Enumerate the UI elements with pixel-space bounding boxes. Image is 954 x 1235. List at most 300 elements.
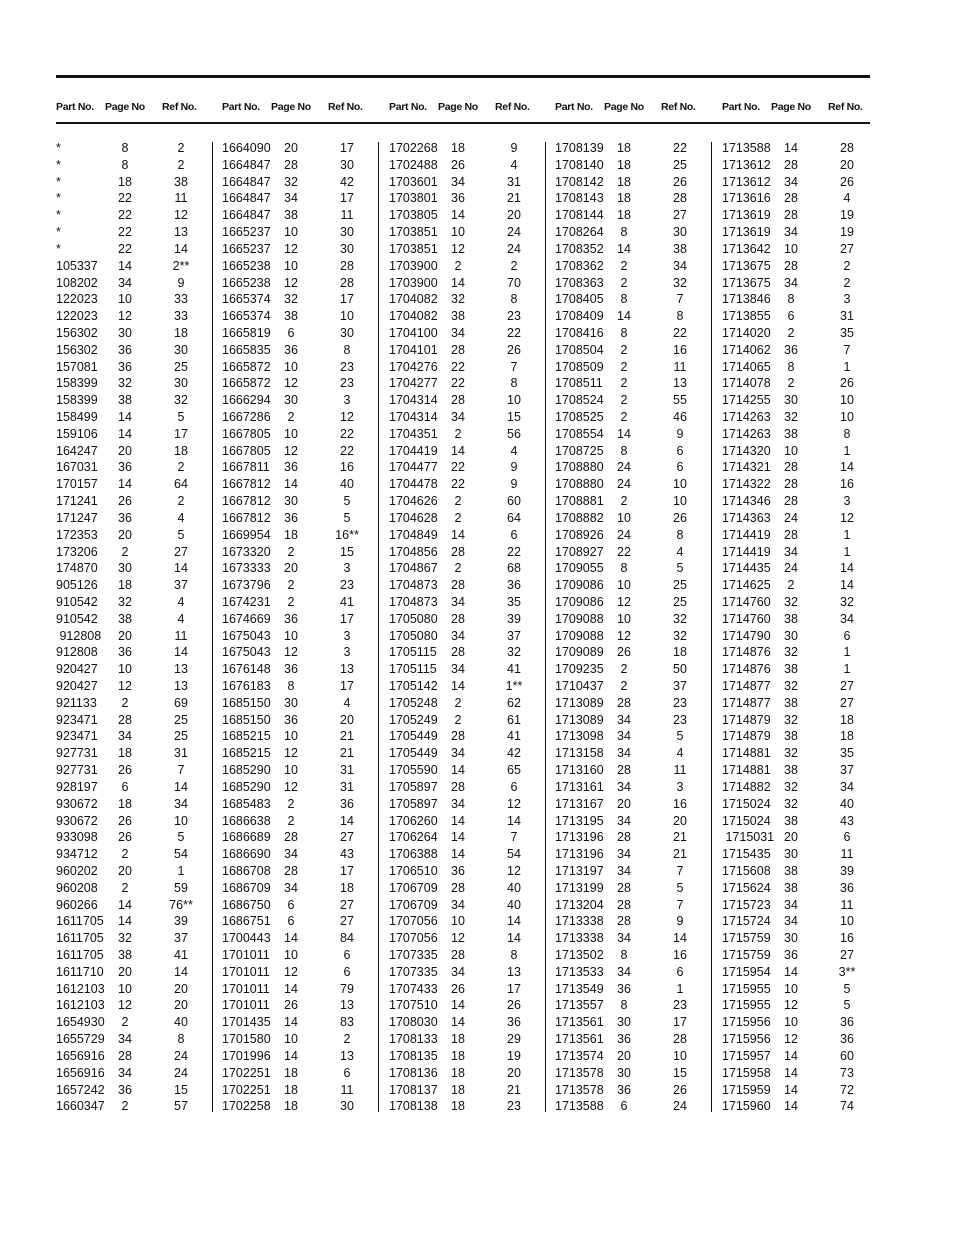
page-number: 34: [617, 863, 631, 878]
page-number: 20: [784, 830, 798, 845]
part-number: 1707056: [389, 931, 438, 946]
ref-number: 36: [340, 796, 354, 811]
part-number: 1708511: [555, 376, 603, 391]
index-row: [555, 1031, 715, 1048]
page-number: 28: [451, 948, 465, 962]
page-number: 12: [451, 931, 465, 946]
ref-number: 14: [174, 241, 188, 256]
page-number: 34: [451, 662, 465, 677]
ref-number: 13: [340, 998, 354, 1013]
page-number: 24: [617, 460, 631, 475]
part-number: 1713549: [555, 981, 604, 996]
ref-number: 24: [673, 1099, 687, 1114]
ref-number: 16: [840, 477, 854, 492]
ref-number: 30: [340, 157, 354, 172]
ref-number: 8: [510, 948, 518, 962]
index-row: [722, 964, 882, 981]
index-row: [555, 426, 715, 443]
part-number: 1714320: [722, 443, 771, 458]
ref-number: 33: [174, 309, 188, 324]
index-row: [222, 1065, 382, 1082]
index-row: [56, 577, 216, 594]
page-number: 28: [118, 712, 132, 727]
ref-number: 2: [177, 157, 185, 172]
page-number: 38: [784, 729, 798, 744]
ref-number: 8: [676, 527, 684, 542]
part-number: 1704314: [389, 410, 438, 424]
part-number: 1665819: [222, 325, 271, 340]
part-number: 910542: [56, 594, 98, 609]
ref-number: 2: [177, 460, 185, 475]
index-row: [56, 1031, 216, 1048]
page-number: 2: [287, 578, 295, 593]
page-number: 30: [118, 561, 132, 576]
part-number: 1701996: [222, 1048, 271, 1063]
page-number: 18: [118, 578, 132, 593]
page-number: 14: [284, 1015, 298, 1030]
page-number: 10: [284, 628, 298, 643]
page-number: 2: [454, 510, 462, 525]
part-number: 1708525: [555, 410, 604, 424]
part-number: 1664847: [222, 174, 271, 189]
page-number: 12: [284, 275, 298, 290]
page-number: 2: [121, 847, 129, 862]
page-number: 10: [451, 914, 465, 929]
part-number: 1674669: [222, 611, 271, 626]
index-row: [722, 863, 882, 880]
part-number: 1703801: [389, 191, 438, 206]
index-row: [555, 275, 715, 292]
page-number: 20: [617, 1048, 631, 1063]
index-row: [555, 174, 715, 191]
ref-number: 9: [676, 426, 684, 441]
part-number: 1655729: [56, 1032, 105, 1047]
index-row: [222, 981, 382, 998]
part-number: 1703851: [389, 241, 438, 256]
index-row: [389, 913, 549, 930]
page-number: 28: [617, 914, 631, 929]
page-number: 34: [784, 914, 798, 929]
header-part-no: Part No.: [222, 101, 260, 113]
index-row: [56, 544, 216, 561]
index-row: [222, 1098, 382, 1115]
index-row: [222, 964, 382, 981]
index-row: [56, 863, 216, 880]
ref-number: 28: [840, 141, 854, 155]
ref-number: 14: [840, 578, 854, 593]
page-number: 34: [118, 275, 132, 290]
part-number: 1665238: [222, 275, 271, 290]
ref-number: 2: [343, 1032, 351, 1047]
index-row: [222, 728, 382, 745]
index-row: [722, 443, 882, 460]
ref-number: 35: [507, 594, 521, 609]
index-row: [722, 846, 882, 863]
page-number: 38: [784, 763, 798, 778]
page-number: 14: [784, 1082, 798, 1097]
ref-number: 19: [507, 1048, 521, 1063]
page-number: 2: [620, 494, 628, 509]
index-row: [722, 275, 882, 292]
part-number: 1714419: [722, 527, 771, 542]
ref-number: 23: [340, 578, 354, 593]
ref-number: 83: [340, 1015, 354, 1030]
index-row: [389, 897, 549, 914]
page-number: 10: [617, 578, 631, 593]
index-row: [222, 224, 382, 241]
part-number: 122023: [56, 292, 98, 307]
ref-number: 39: [174, 914, 188, 929]
index-row: [555, 712, 715, 729]
part-number: 1708137: [389, 1082, 438, 1097]
ref-number: 14: [340, 813, 354, 828]
ref-number: 43: [340, 847, 354, 862]
page-number: 10: [451, 225, 465, 240]
ref-number: 13: [340, 1048, 354, 1063]
part-number: 1715957: [722, 1048, 771, 1063]
part-number: 1685290: [222, 763, 271, 778]
index-row: [389, 190, 549, 207]
part-number: 158399: [56, 393, 98, 408]
index-row: [222, 157, 382, 174]
part-number: 1708725: [555, 443, 604, 458]
part-number: 1704314: [389, 393, 438, 408]
ref-number: 7: [510, 359, 518, 374]
ref-number: 27: [840, 695, 854, 710]
page-number: 10: [284, 258, 298, 273]
page-number: 28: [617, 763, 631, 778]
index-row: [389, 359, 549, 376]
index-row: [222, 258, 382, 275]
index-row: [555, 190, 715, 207]
page-number: 6: [287, 914, 295, 929]
part-number: 1709086: [555, 578, 604, 593]
ref-number: 43: [840, 813, 854, 828]
ref-number: 15: [340, 544, 354, 559]
ref-number: 64: [507, 510, 521, 525]
index-row: [722, 762, 882, 779]
part-number: 1714760: [722, 594, 771, 609]
part-number: 1701011: [222, 948, 270, 962]
part-number: 1715724: [722, 914, 771, 929]
ref-number: 2: [177, 494, 185, 509]
index-row: [222, 846, 382, 863]
index-row: [389, 628, 549, 645]
page-number: 2: [287, 796, 295, 811]
page-number: 6: [121, 779, 129, 794]
page-number: 38: [784, 863, 798, 878]
ref-number: 23: [507, 309, 521, 324]
index-row: [722, 476, 882, 493]
ref-number: 9: [510, 477, 518, 492]
part-number: 1713196: [555, 847, 604, 862]
page-number: 26: [118, 830, 132, 845]
page-number: 30: [784, 628, 798, 643]
index-row: [389, 1098, 549, 1115]
page-number: 14: [784, 964, 798, 979]
ref-number: 7: [676, 897, 684, 912]
part-number: 1708524: [555, 393, 604, 408]
part-number: *: [56, 141, 61, 155]
index-row: [56, 913, 216, 930]
part-number: 164247: [56, 443, 98, 458]
ref-number: 14: [507, 931, 521, 946]
ref-number: 55: [673, 393, 687, 408]
ref-number: 27: [840, 241, 854, 256]
part-number: 1715624: [722, 880, 771, 895]
part-number: 1707510: [389, 998, 438, 1013]
part-number: 1713338: [555, 931, 604, 946]
ref-number: 34: [174, 796, 188, 811]
ref-number: 5: [343, 494, 351, 509]
page-number: 30: [284, 393, 298, 408]
index-row: [722, 325, 882, 342]
index-row: [222, 1031, 382, 1048]
page-number: 18: [451, 1099, 465, 1114]
page-number: 28: [451, 611, 465, 626]
part-number: 1686751: [222, 914, 271, 929]
part-number: 1686690: [222, 847, 271, 862]
page-number: 10: [284, 1032, 298, 1047]
page-number: 28: [451, 645, 465, 660]
part-number: 1706388: [389, 847, 438, 862]
index-row: [389, 426, 549, 443]
part-number: 1708030: [389, 1015, 438, 1030]
index-row: [722, 493, 882, 510]
part-number: 1713612: [722, 157, 771, 172]
header-rule: [56, 122, 870, 124]
part-number: 1685150: [222, 695, 271, 710]
part-number: 1704100: [389, 325, 438, 340]
page-number: 8: [620, 325, 628, 340]
index-row: [389, 140, 549, 157]
index-row: [555, 527, 715, 544]
index-row: [389, 174, 549, 191]
ref-number: 5: [843, 998, 851, 1013]
index-row: [555, 997, 715, 1014]
part-number: 1713161: [555, 779, 604, 794]
index-row: [555, 611, 715, 628]
ref-number: 23: [673, 712, 687, 727]
page-number: 38: [451, 309, 465, 324]
ref-number: 64: [174, 477, 188, 492]
page-number: 32: [784, 779, 798, 794]
page-number: 28: [784, 477, 798, 492]
page-number: 28: [118, 1048, 132, 1063]
page-number: 32: [784, 679, 798, 693]
page-number: 28: [784, 494, 798, 509]
header-ref-no: Ref No.: [828, 101, 863, 113]
index-row: [222, 661, 382, 678]
index-row: [56, 190, 216, 207]
page-number: 2: [620, 359, 628, 374]
ref-number: 3: [343, 628, 351, 643]
page-number: 8: [620, 443, 628, 458]
part-number: 1704849: [389, 527, 438, 542]
ref-number: 14: [507, 813, 521, 828]
ref-number: 5: [343, 510, 351, 525]
part-number: 1685215: [222, 729, 271, 744]
index-row: [555, 728, 715, 745]
index-row: [722, 577, 882, 594]
ref-number: 74: [840, 1099, 854, 1114]
index-row: [722, 241, 882, 258]
part-number: 1665872: [222, 359, 271, 374]
ref-number: 54: [507, 847, 521, 862]
page-number: 18: [451, 141, 465, 155]
ref-number: 16**: [335, 527, 359, 542]
index-row: [222, 745, 382, 762]
ref-number: 12: [507, 796, 521, 811]
page-number: 14: [118, 426, 132, 441]
page-number: 18: [118, 746, 132, 761]
ref-number: 25: [174, 729, 188, 744]
header-part-no: Part No.: [56, 101, 94, 113]
page-number: 38: [784, 813, 798, 828]
page-number: 2: [620, 393, 628, 408]
ref-number: 27: [840, 948, 854, 962]
page-number: 38: [284, 309, 298, 324]
ref-number: 24: [507, 241, 521, 256]
part-number: 1708143: [555, 191, 604, 206]
ref-number: 6: [676, 460, 684, 475]
ref-number: 3: [343, 645, 351, 660]
ref-number: 4: [177, 594, 185, 609]
ref-number: 24: [174, 1048, 188, 1063]
ref-number: 20: [507, 208, 521, 223]
ref-number: 14: [840, 561, 854, 576]
ref-number: 12: [507, 863, 521, 878]
ref-number: 50: [673, 662, 687, 677]
ref-number: 21: [340, 746, 354, 761]
ref-number: 7: [843, 342, 851, 357]
index-row: [56, 611, 216, 628]
page-number: 32: [118, 931, 132, 946]
index-row: [222, 308, 382, 325]
index-row: [56, 476, 216, 493]
ref-number: 4: [177, 611, 185, 626]
index-row: [389, 577, 549, 594]
ref-number: 23: [673, 695, 687, 710]
ref-number: 21: [507, 1082, 521, 1097]
index-row: [56, 459, 216, 476]
page-number: 2: [620, 662, 628, 677]
index-row: [389, 275, 549, 292]
column-divider: [711, 142, 712, 1112]
part-number: 1714881: [722, 763, 771, 778]
index-row: [389, 846, 549, 863]
index-row: [722, 392, 882, 409]
index-row: [555, 1098, 715, 1115]
column-divider: [545, 142, 546, 1112]
ref-number: 3: [343, 393, 351, 408]
part-number: 174870: [56, 561, 98, 576]
page-number: 10: [284, 948, 298, 962]
ref-number: 18: [174, 443, 188, 458]
part-number: 1713167: [555, 796, 604, 811]
page-number: 32: [284, 292, 298, 307]
part-number: 1713561: [555, 1015, 604, 1030]
ref-number: 73: [840, 1065, 854, 1080]
part-number: 1713195: [555, 813, 604, 828]
page-number: 36: [617, 981, 631, 996]
page-number: 36: [284, 510, 298, 525]
part-number: 1703851: [389, 225, 438, 240]
part-number: 1715024: [722, 796, 771, 811]
part-number: 1713619: [722, 208, 771, 223]
page-number: 28: [784, 460, 798, 475]
ref-number: 20: [673, 813, 687, 828]
ref-number: 16: [673, 796, 687, 811]
index-row: [722, 409, 882, 426]
part-number: 1675043: [222, 645, 271, 660]
index-row: [389, 997, 549, 1014]
part-number: 1708264: [555, 225, 604, 240]
top-rule: [56, 75, 870, 78]
ref-number: 31: [174, 746, 188, 761]
part-number: 1715959: [722, 1082, 771, 1097]
index-row: [222, 544, 382, 561]
page-number: 36: [284, 342, 298, 357]
page-number: 38: [784, 611, 798, 626]
part-number: 1708362: [555, 258, 604, 273]
ref-number: 15: [673, 1065, 687, 1080]
ref-number: 39: [507, 611, 521, 626]
part-number: 920427: [56, 679, 98, 693]
header-page-no: Page No: [604, 101, 644, 113]
index-row: [389, 678, 549, 695]
ref-number: 36: [840, 1015, 854, 1030]
part-number: 1714255: [722, 393, 771, 408]
ref-number: 21: [673, 830, 687, 845]
index-row: [222, 409, 382, 426]
part-number: 171247: [56, 510, 98, 525]
part-number: 1704419: [389, 443, 438, 458]
index-row: [56, 964, 216, 981]
page-number: 14: [284, 931, 298, 946]
page-number: 24: [617, 477, 631, 492]
page-number: 18: [118, 174, 132, 189]
index-row: [56, 695, 216, 712]
page-number: 28: [284, 830, 298, 845]
ref-number: 26: [673, 510, 687, 525]
page-number: 2: [787, 376, 795, 391]
part-number: 1705080: [389, 628, 438, 643]
index-row: [555, 375, 715, 392]
part-number: 1708882: [555, 510, 604, 525]
ref-number: 4: [510, 443, 518, 458]
index-row: [389, 392, 549, 409]
index-row: [222, 342, 382, 359]
page-number: 28: [617, 830, 631, 845]
part-number: 1708880: [555, 460, 604, 475]
page-number: 22: [451, 359, 465, 374]
ref-number: 1: [843, 544, 851, 559]
page-number: 20: [118, 628, 132, 643]
index-row: [222, 796, 382, 813]
part-number: 1713533: [555, 964, 604, 979]
page-number: 14: [118, 410, 132, 424]
part-number: 1714760: [722, 611, 771, 626]
header-page-no: Page No: [438, 101, 478, 113]
part-number: 1714419: [722, 544, 771, 559]
index-row: [56, 157, 216, 174]
ref-number: 28: [673, 1032, 687, 1047]
index-row: [56, 930, 216, 947]
index-row: [222, 359, 382, 376]
page-number: 36: [617, 1032, 631, 1047]
index-row: [722, 527, 882, 544]
